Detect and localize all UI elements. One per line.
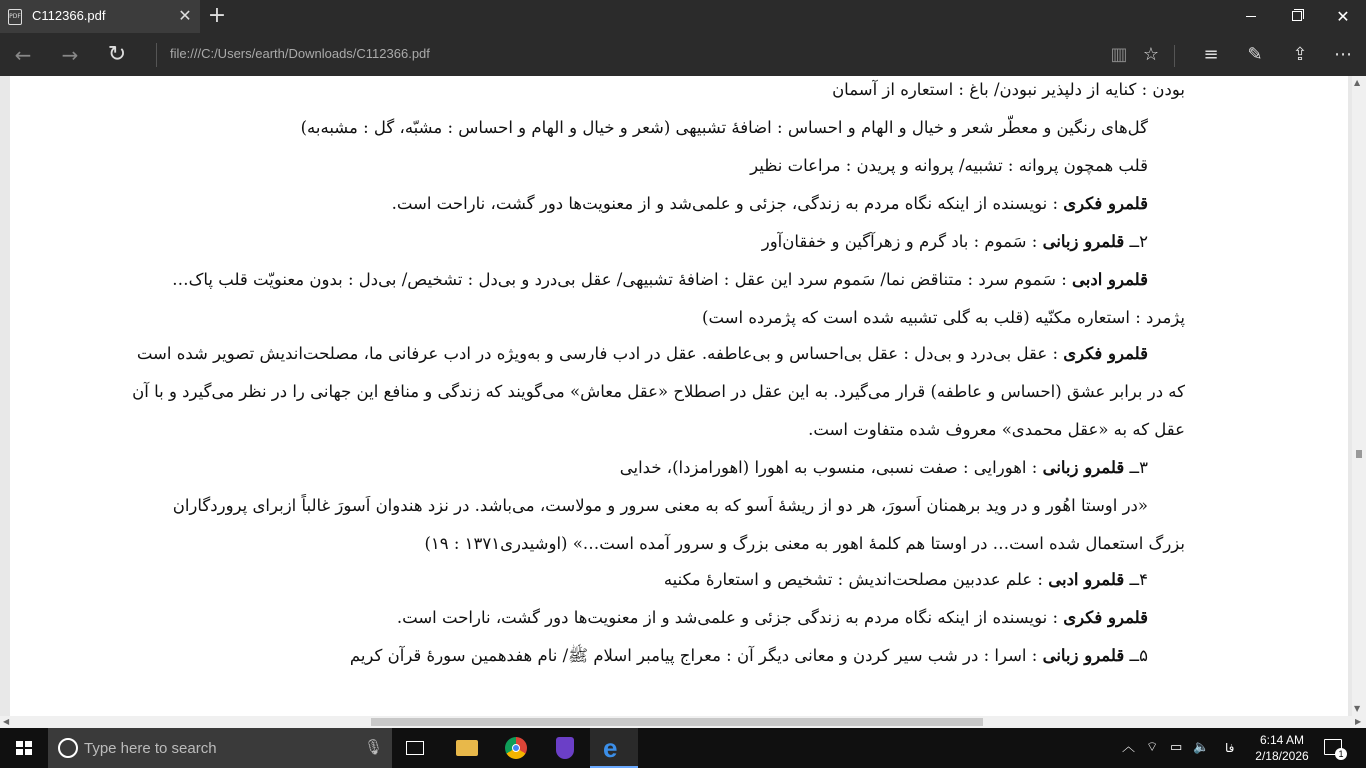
scroll-left-icon[interactable]: ◀ [3,717,10,726]
pdf-page [10,76,1348,716]
close-tab-icon[interactable]: ✕ [178,6,192,25]
chrome-icon-center [512,744,520,752]
refresh-icon[interactable]: ↻ [107,42,127,67]
title-bar [0,0,1366,33]
scroll-up-icon[interactable]: ▲ [1354,78,1361,87]
reading-view-icon[interactable]: ▥ [1110,44,1128,65]
pdf-icon: PDF [8,9,22,25]
document-line: ۵ــ قلمرو زبانی : اسرا : در شب سیر کردن و معانی دیگر آن : معراج پیامبر اسلام ﷺ/ نام هفدهمین سورهٔ قرآن کریم [349,646,1148,665]
document-line: قلمرو فکری : نویسنده از اینکه نگاه مردم به زندگی، جزئی و علمی‌شد و از معنویت‌ها دور گشت، ناراحت است. [391,194,1148,213]
document-line: قلمرو فکری : عقل بی‌درد و بی‌دل : عقل بی‌احساس و بی‌عاطفه. عقل در ادب فارسی و به‌ویژه در ادب عرفانی ما، مصلحت‌اندیش تصویر شده است [136,344,1148,363]
divider [1174,45,1175,67]
search-placeholder: Type here to search [84,740,217,757]
taskbar [0,728,1366,768]
document-line: ۳ــ قلمرو زبانی : اهورایی : صفت نسبی، منسوب به اهورا (اهورامزدا)، خدایی [619,458,1148,477]
back-arrow-icon[interactable]: ← [14,43,32,67]
shield-icon [556,737,574,759]
task-view-icon [406,741,424,755]
cortana-icon [58,738,78,758]
address-bar[interactable]: file:///C:/Users/earth/Downloads/C112366.pdf [170,46,430,61]
volume-icon[interactable]: 🔈 [1193,740,1210,755]
start-button[interactable] [0,728,48,768]
microphone-icon[interactable]: 🎙 [364,738,384,756]
close-window-button[interactable]: ✕ [1336,7,1350,26]
clock-date: 2/18/2026 [1255,749,1309,763]
restore-button[interactable] [1274,0,1320,33]
chrome-button[interactable] [492,728,540,768]
web-note-pen-icon[interactable]: ✎ [1247,44,1263,65]
hub-icon[interactable]: ≡ [1203,44,1219,65]
share-icon[interactable]: ⇪ [1292,44,1308,65]
scroll-thumb[interactable] [371,718,983,726]
file-explorer-button[interactable] [442,728,490,768]
horizontal-scrollbar[interactable] [0,716,1366,728]
browser-tab[interactable] [0,0,200,33]
network-icon[interactable]: ⌔ [1146,740,1159,755]
scroll-down-icon[interactable]: ▼ [1354,704,1361,713]
document-line: ۴ــ قلمرو ادبی : علم عددبین مصلحت‌اندیش : تشخیص و استعارهٔ مکنیه [663,570,1148,589]
minimize-button[interactable] [1228,0,1274,33]
scroll-thumb[interactable] [1356,450,1362,458]
clock-time: 6:14 AM [1259,733,1305,747]
document-line: پژمرد : استعاره مکنّیه (قلب به گلی تشبیه شده است که پژمرده است) [702,308,1185,327]
folder-icon [456,740,478,756]
document-line: بزرگ استعمال شده است… در اوستا هم کلمهٔ اهور به معنی بزرگ و سرور آمده است…» (اوشیدری۱۳۷۱ : ۱۹) [424,534,1185,553]
notification-badge: 1 [1335,748,1347,760]
edge-icon: e [603,733,618,763]
windows-logo-icon [16,741,32,755]
document-line: که در برابر عشق (احساس و عاطفه) قرار می‌گیرد. به این عقل در اصطلاح «عقل معاش» می‌گویند که زندگی و منافع این جهانی را در نظر می‌گیرد و با آن [132,382,1185,401]
edge-button[interactable] [590,728,638,768]
divider [156,43,157,67]
forward-arrow-icon[interactable]: → [61,43,79,67]
navigation-toolbar [0,33,1366,76]
document-line: قلمرو فکری : نویسنده از اینکه نگاه مردم به زندگی جزئی و علمی‌شد و از معنویت‌ها دور گشت، ناراحت است. [396,608,1148,627]
vertical-scrollbar[interactable] [1352,76,1366,716]
document-line: ۲ــ قلمرو زبانی : سَموم : باد گرم و زهرآگین و خفقان‌آور [761,232,1148,251]
task-view-button[interactable] [392,728,440,768]
security-app-button[interactable] [541,728,589,768]
document-line: قلمرو ادبی : سَموم سرد : متناقض نما/ سَموم سرد این عقل : اضافهٔ تشبیهی/ عقل بی‌درد و بی‌دل : تشخیص/ بی‌دل : بدون معنویّت قلب پاک… [172,270,1148,289]
document-line: قلب همچون پروانه : تشبیه/ پروانه و پریدن : مراعات نظیر [750,156,1148,175]
scroll-right-icon[interactable]: ▶ [1355,717,1362,726]
new-tab-icon[interactable]: + [207,3,227,28]
favorite-star-icon[interactable]: ☆ [1142,44,1160,65]
document-line: عقل که به «عقل محمدی» معروف شده متفاوت است. [808,420,1185,439]
chevron-up-icon[interactable]: ︿ [1122,740,1136,755]
battery-icon[interactable]: ▭ [1170,740,1183,755]
clock[interactable] [1250,732,1314,764]
tab-title: C112366.pdf [32,8,106,23]
document-line: گل‌های رنگین و معطّر شعر و خیال و الهام و احساس : اضافهٔ تشبیهی (شعر و خیال و الهام و احساس : مشبّه، گل : مشبه‌به) [300,118,1148,137]
more-options-icon[interactable]: ⋯ [1334,44,1352,65]
input-language[interactable]: فا [1225,741,1235,755]
document-line: «در اوستا اهُور و در وید برهمنان اَسورَ، هر دو از ریشهٔ اَسو که به معنی سرور و مولاست، می‌باشد. در نزد هندوان اَسورَ غالباً ازبرای پروردگاران [172,496,1148,515]
taskbar-search-box[interactable] [48,728,392,768]
document-line: بودن : کنایه از دلپذیر نبودن/ باغ : استعاره از آسمان [832,80,1185,99]
pdf-viewer[interactable] [0,76,1366,728]
